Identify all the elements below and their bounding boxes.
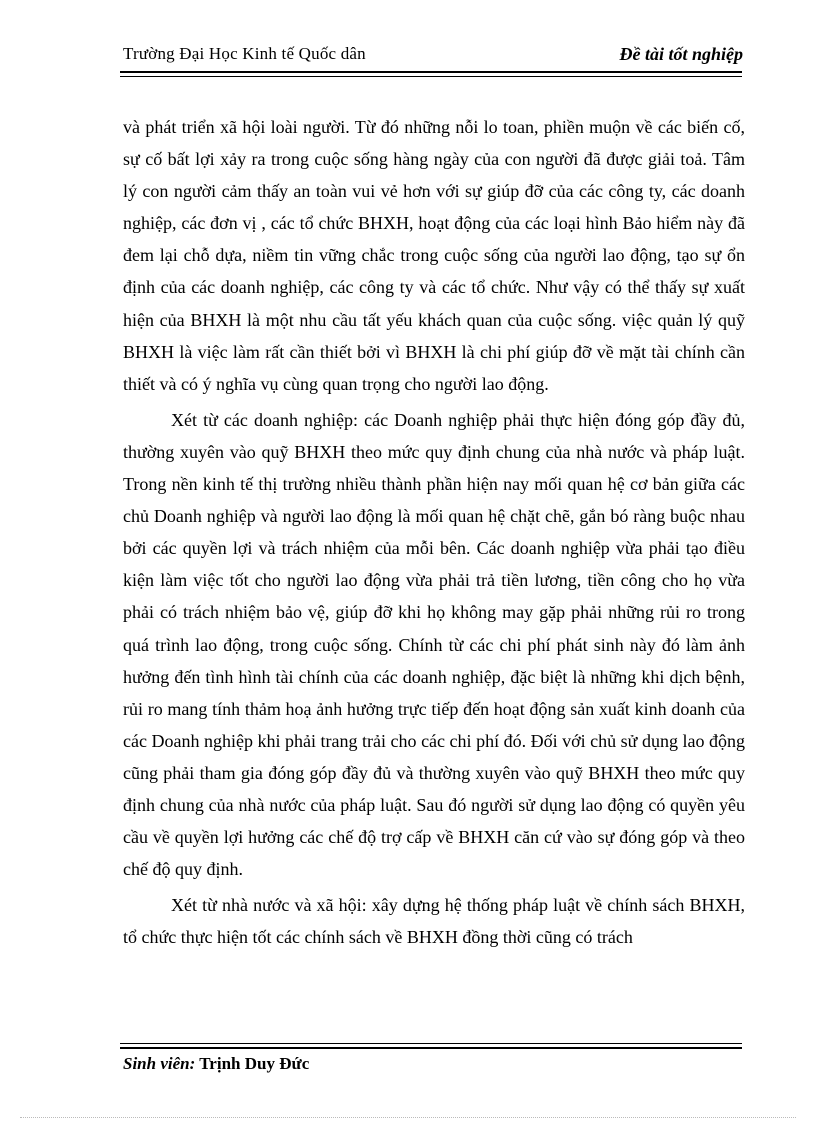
paragraph-continued: và phát triển xã hội loài người. Từ đó những nỗi lo toan, phiền muộn về các biến cố, sự cố bất lợi xảy ra trong cuộc sống hàng ngày của con người đã được giải toả. Tâm lý con người cảm thấy an toàn vui vẻ hơn với sự giúp đỡ của các công ty, các doanh nghiệp, các đơn vị , các tổ chức BHXH, hoạt động của các loại hình Bảo hiểm này đã đem lại chỗ dựa, niềm tin vững chắc trong cuộc sống của người lao động, tạo sự ổn định của các doanh nghiệp, các công ty và các tổ chức. Như vậy có thể thấy sự xuất hiện của BHXH là một nhu cầu tất yếu khách quan của cuộc sống. việc quản lý quỹ BHXH là việc làm rất cần thiết bởi vì BHXH là chi phí giúp đỡ về mặt tài chính cần thiết và có ý nghĩa vụ cùng quan trọng cho người lao động.	[123, 117, 745, 394]
page-edge-dotted-line	[20, 1117, 796, 1118]
footer-rule-thick	[120, 1047, 742, 1049]
page-footer	[123, 1054, 309, 1074]
school-name: Trường Đại Học Kinh tế Quốc dân	[123, 44, 366, 63]
footer-rule-thin	[120, 1043, 742, 1044]
thesis-topic-label: Đề tài tốt nghiệp	[619, 44, 743, 64]
paragraph-state-society: Xét từ nhà nước và xã hội: xây dựng hệ thống pháp luật về chính sách BHXH, tổ chức thực hiện tốt các chính sách về BHXH đồng thời cũng có trách	[123, 895, 745, 948]
document-body	[123, 111, 745, 957]
page-header	[123, 42, 743, 68]
header-rule-thin	[120, 76, 742, 77]
paragraph-enterprises: Xét từ các doanh nghiệp: các Doanh nghiệp phải thực hiện đóng góp đầy đủ, thường xuyên vào quỹ BHXH theo mức quy định chung của nhà nước và pháp luật. Trong nền kinh tế thị trường nhiều thành phần hiện nay mối quan hệ cơ bản giữa các chủ Doanh nghiệp và người lao động là mối quan hệ chặt chẽ, gắn bó ràng buộc nhau bởi các quyền lợi và trách nhiệm của mỗi bên. Các doanh nghiệp vừa phải tạo điều kiện làm việc tốt cho người lao động vừa phải trả tiền lương, tiền công cho họ vừa phải có trách nhiệm bảo vệ, giúp đỡ khi họ không may gặp phải những rủi ro trong quá trình lao động, trong cuộc sống. Chính từ các chi phí phát sinh này đó làm ảnh hưởng đến tình hình tài chính của các doanh nghiệp, đặc biệt là những khi dịch bệnh, rủi ro mang tính thảm hoạ ảnh hưởng trực tiếp đến hoạt động sản xuất kinh doanh của các Doanh nghiệp khi phải trang trải cho các chi phí đó. Đối với chủ sử dụng lao động cũng phải tham gia đóng góp đầy đủ và thường xuyên vào quỹ BHXH theo mức quy định chung của nhà nước của pháp luật. Sau đó người sử dụng lao động có quyền yêu cầu về quyền lợi hưởng các chế độ trợ cấp về BHXH căn cứ vào sự đóng góp và theo chế độ quy định.	[123, 409, 745, 880]
student-label: Sinh viên:	[123, 1054, 196, 1073]
header-rule-thick	[120, 71, 742, 73]
student-name: Trịnh Duy Đức	[199, 1054, 310, 1073]
